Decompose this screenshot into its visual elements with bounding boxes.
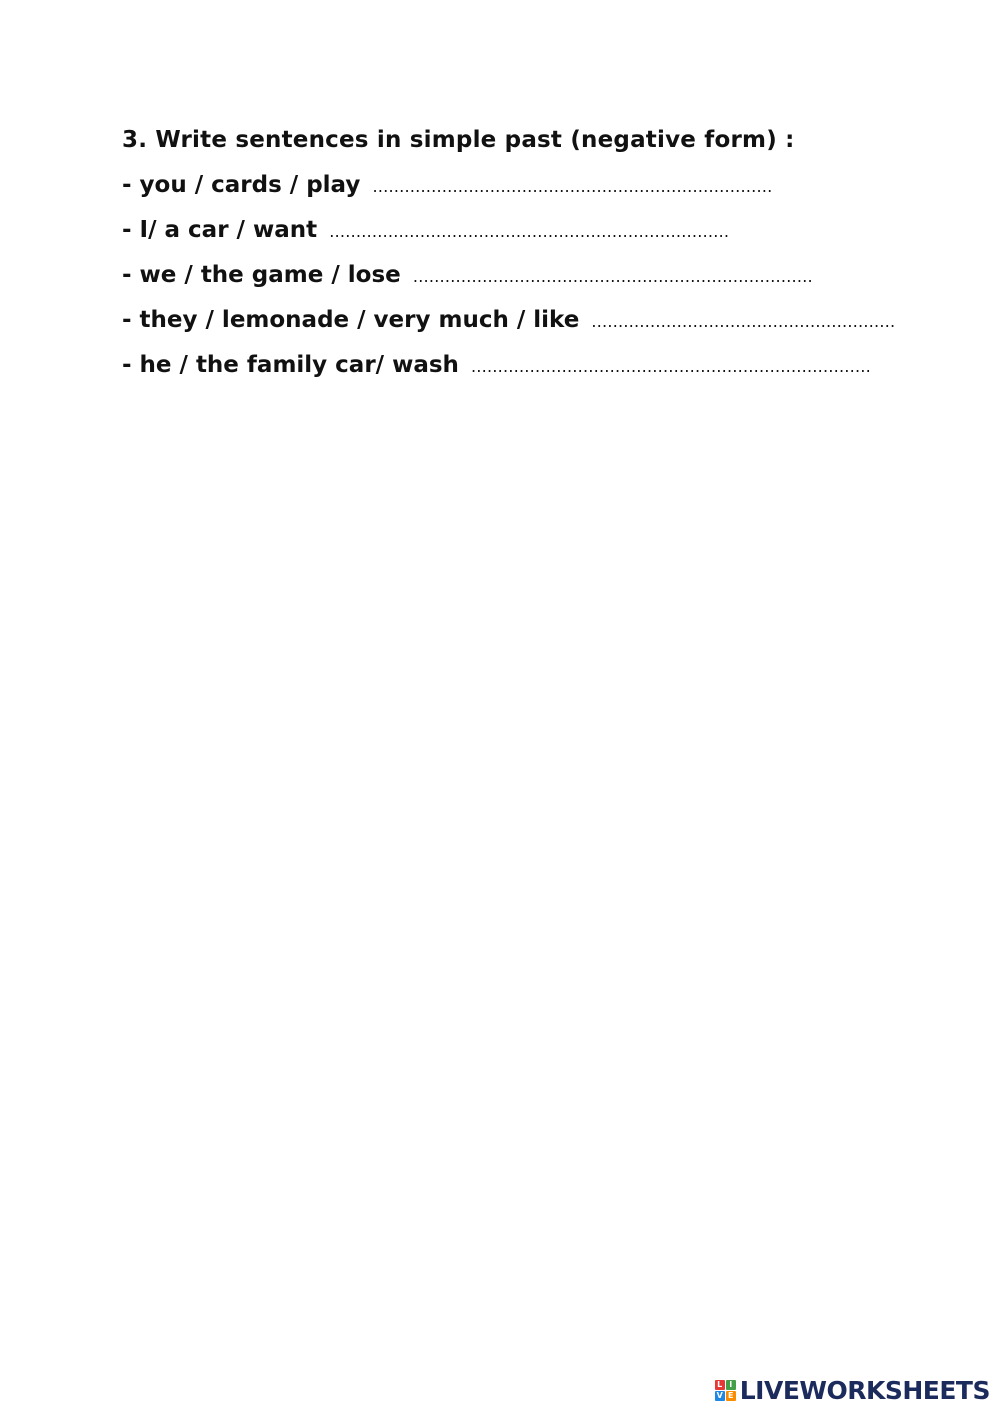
exercise-item-1: [122, 163, 922, 208]
worksheet: [122, 118, 922, 388]
item-prompt: - we / the game / lose: [122, 262, 401, 288]
item-prompt: - he / the family car/ wash: [122, 352, 459, 378]
item-prompt: - I/ a car / want: [122, 217, 318, 243]
answer-blank[interactable]: …………………………………………………………………: [329, 222, 730, 241]
logo-text: LIVEWORKSHEETS: [739, 1375, 990, 1405]
logo-letter: L: [715, 1380, 725, 1390]
answer-blank[interactable]: …………………………………………………: [591, 312, 896, 331]
exercise-item-5: [122, 343, 922, 388]
exercise-item-3: [122, 253, 922, 298]
exercise-item-2: [122, 208, 922, 253]
answer-blank[interactable]: …………………………………………………………………: [372, 177, 773, 196]
exercise-title: 3. Write sentences in simple past (negative form) :: [122, 127, 795, 153]
liveworksheets-logo: [715, 1375, 990, 1405]
logo-letter: E: [726, 1391, 736, 1401]
logo-letter: V: [716, 1391, 723, 1400]
answer-blank[interactable]: …………………………………………………………………: [470, 357, 871, 376]
logo-letter: I: [726, 1380, 736, 1390]
logo-mark-icon: [715, 1380, 736, 1401]
exercise-item-4: [122, 298, 922, 343]
item-prompt: - you / cards / play: [122, 172, 361, 198]
item-prompt: - they / lemonade / very much / like: [122, 307, 580, 333]
answer-blank[interactable]: …………………………………………………………………: [412, 267, 813, 286]
